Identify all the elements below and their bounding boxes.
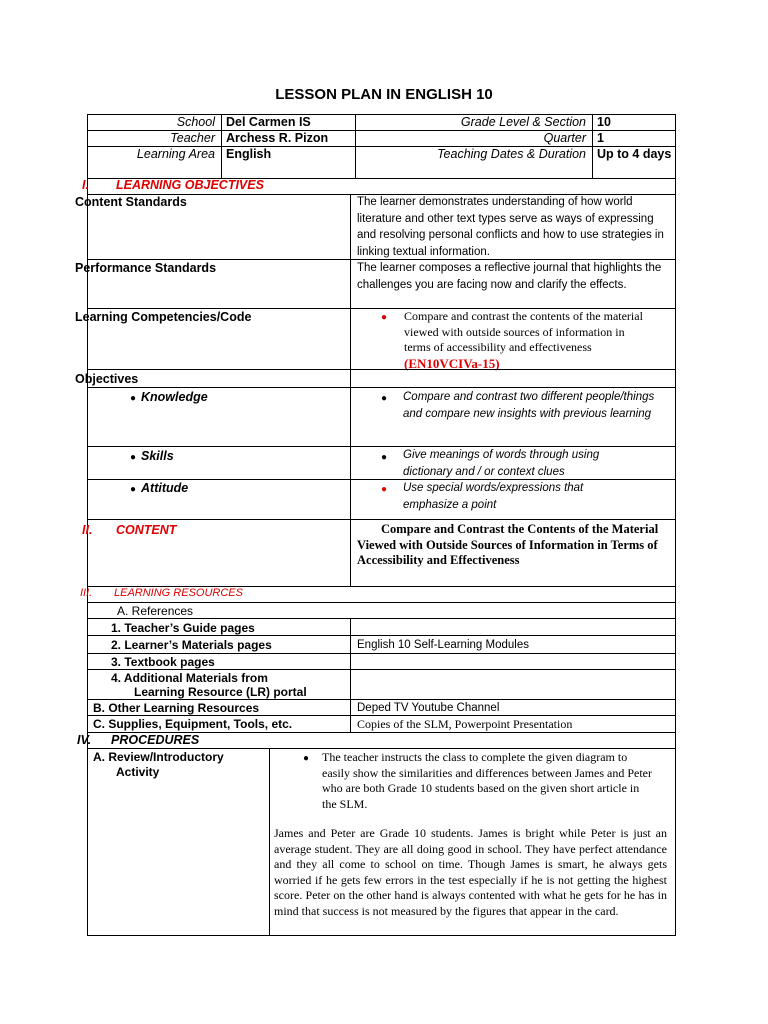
objectives-section-title: I. LEARNING OBJECTIVES <box>82 178 264 192</box>
performance-standards-label: Performance Standards <box>75 261 217 275</box>
objectives-label: Objectives <box>75 372 139 386</box>
learners-materials-value: English 10 Self-Learning Modules <box>357 639 529 651</box>
school-value: Del Carmen IS <box>222 115 356 131</box>
textbook-label: 3. Textbook pages <box>111 655 215 669</box>
content-standards-label: Content Standards <box>75 195 187 209</box>
performance-standards-text: The learner composes a reflective journal that highlights the challenges you are facing now and clarify the effects. <box>357 262 662 291</box>
grade-value: 10 <box>593 115 676 131</box>
knowledge-label: Knowledge <box>141 390 208 404</box>
content-text: Compare and Contrast the Contents of the Material Viewed with Outside Sources of Information in Terms of Accessibility and Effectiveness <box>357 522 659 567</box>
other-resources-label: B. Other Learning Resources <box>93 701 260 715</box>
supplies-label: C. Supplies, Equipment, Tools, etc. <box>93 717 293 731</box>
activity-label: Activity <box>116 765 160 779</box>
skills-label: Skills <box>141 449 174 463</box>
bullet-icon: ● <box>303 753 310 764</box>
dates-value: Up to 4 days <box>593 147 676 179</box>
bullet-icon: ● <box>381 452 388 463</box>
header-table <box>87 114 676 179</box>
learners-materials-label: 2. Learner’s Materials pages <box>111 638 272 652</box>
additional-materials-label: 4. Additional Materials from <box>111 671 268 685</box>
competencies-text: Compare and contrast the contents of the material viewed with outside sources of information in terms of accessibility and effectiveness (EN10VCIVa-15) <box>404 309 643 371</box>
skills-text: Give meanings of words through using dictionary and / or context clues <box>403 449 600 478</box>
content-section-title: II. CONTENT <box>82 523 177 537</box>
teacher-label: Teacher <box>88 131 222 147</box>
grade-label: Grade Level & Section <box>356 115 593 131</box>
teacher-value: Archess R. Pizon <box>222 131 356 147</box>
procedures-section-title: IV. PROCEDURES <box>77 733 200 747</box>
bullet-icon: ● <box>381 393 388 404</box>
lr-portal-label: Learning Resource (LR) portal <box>134 685 307 699</box>
other-resources-value: Deped TV Youtube Channel <box>357 702 500 714</box>
knowledge-text: Compare and contrast two different people/things and compare new insights with previous learning <box>403 391 655 420</box>
attitude-label: Attitude <box>141 481 189 495</box>
supplies-value: Copies of the SLM, Powerpoint Presentation <box>357 717 573 731</box>
bullet-icon: ● <box>130 393 137 404</box>
page-title: LESSON PLAN IN ENGLISH 10 <box>275 86 493 103</box>
bullet-icon: ● <box>130 452 137 463</box>
quarter-label: Quarter <box>356 131 593 147</box>
area-value: English <box>222 147 356 179</box>
school-label: School <box>88 115 222 131</box>
competency-code: (EN10VCIVa-15) <box>404 355 500 371</box>
attitude-text: Use special words/expressions that emphasize a point <box>403 482 584 511</box>
procedure-instruction: The teacher instructs the class to complete the given diagram to easily show the similarities and differences between James and Peter who are both Grade 10 students based on the given short article in the SLM. <box>322 750 653 811</box>
references-label: A. References <box>117 604 194 618</box>
quarter-value: 1 <box>593 131 676 147</box>
teachers-guide-label: 1. Teacher’s Guide pages <box>111 621 255 635</box>
bullet-icon: ● <box>381 312 388 323</box>
dates-label: Teaching Dates & Duration <box>356 147 593 179</box>
procedure-article: James and Peter are Grade 10 students. James is bright while Peter is just an average student. They are all doing good in school. They have perfect attendance and they all come to school on time. Though James is smart, he always gets worried if he gets few errors in the test especially if he is not getting the highest score. Peter on the other hand is always contented with what he gets for he has in mind that success is not measured by the figures that appear in the card. <box>274 826 667 918</box>
review-label: A. Review/Introductory <box>93 750 224 764</box>
competencies-label: Learning Competencies/Code <box>75 310 252 324</box>
resources-section-title: III. LEARNING RESOURCES <box>80 587 243 599</box>
bullet-icon: ● <box>130 484 137 495</box>
content-standards-text: The learner demonstrates understanding of how world literature and other text types serve as ways of expressing and resolving personal conflicts and how to use strategies in linking textual information. <box>357 196 664 258</box>
area-label: Learning Area <box>88 147 222 179</box>
bullet-icon: ● <box>381 484 388 495</box>
